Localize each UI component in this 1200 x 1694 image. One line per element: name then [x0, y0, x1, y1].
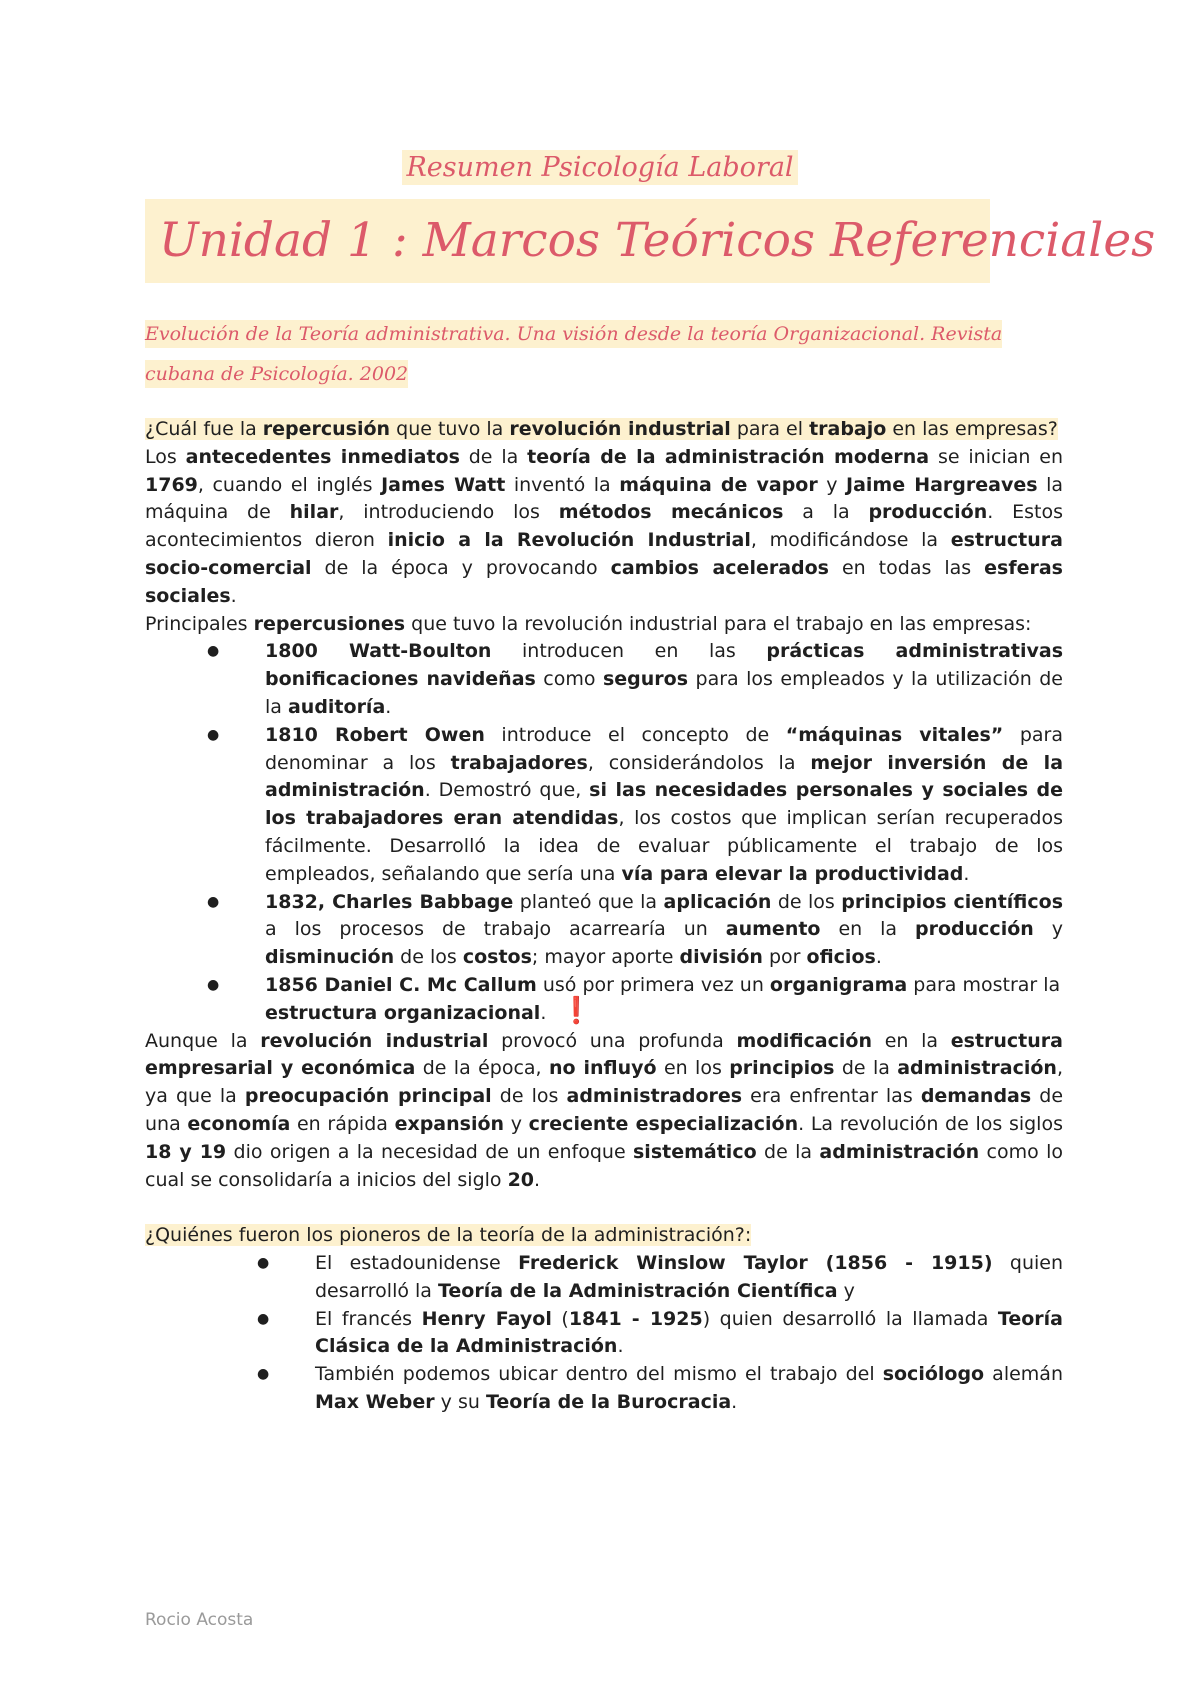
text-run: Principales — [145, 612, 254, 635]
bold-text-run: James Watt — [381, 473, 506, 496]
text-run: y su — [434, 1390, 486, 1413]
bold-text-run: preocupación principal — [244, 1085, 492, 1108]
text-run: ¿Cuál fue la — [145, 418, 263, 440]
bold-text-run: esferas sociales — [145, 556, 1063, 607]
bold-text-run: si las necesidades personales y sociales de los trabajadores eran atendidas — [265, 779, 1064, 830]
text-run: provocó una profunda — [488, 1029, 737, 1052]
text-run: como lo cual se consolidaría a inicios del siglo — [145, 1140, 1063, 1191]
bold-text-run: Henry Fayol — [421, 1307, 552, 1330]
text-run: , cuando el inglés — [197, 473, 382, 496]
list-item — [205, 722, 1063, 889]
bullet-icon: ● — [257, 1310, 270, 1327]
bold-text-run: máquina de vapor — [619, 473, 818, 496]
text-run: , modificándose la — [750, 529, 951, 552]
list-item — [205, 972, 1063, 1028]
text-run: quien desarrolló la — [315, 1251, 1063, 1302]
text-run: se inician en — [929, 445, 1063, 468]
text-run: como — [535, 668, 603, 691]
text-run: para mostrar la — [907, 973, 1061, 996]
bold-text-run: 1769 — [145, 473, 198, 496]
text-run: introduce el concepto de — [484, 723, 786, 746]
text-run: que tuvo la revolución industrial para el trabajo en las empresas: — [405, 612, 1032, 635]
bold-text-run: aumento — [725, 918, 821, 941]
list-item — [205, 889, 1063, 972]
bullet-icon: ● — [207, 726, 220, 743]
bold-text-run: principios científicos — [841, 890, 1064, 913]
bold-text-run: administradores — [566, 1085, 743, 1108]
question-1-text — [145, 418, 1058, 440]
text-run: ( — [551, 1307, 569, 1330]
spacer — [145, 1194, 1063, 1222]
text-run: y — [504, 1112, 529, 1135]
text-run: y — [1033, 918, 1063, 941]
text-run: , ya que la — [145, 1057, 1063, 1108]
text-run: ; mayor aporte — [531, 946, 680, 969]
bold-text-run: cambios acelerados — [610, 556, 829, 579]
list-item-text — [265, 889, 1063, 972]
text-run: era enfrentar las — [742, 1085, 921, 1108]
text-run: , los costos que implican serían recuperados fácilmente. Desarrolló la idea de evaluar públicamente el trabajo de los empleados, señalando que sería una — [265, 807, 1064, 885]
bold-text-run: 18 y 19 — [145, 1140, 227, 1163]
bold-text-run: repercusión — [262, 418, 391, 440]
bullet-icon: ● — [257, 1366, 270, 1383]
text-run: . — [963, 862, 970, 885]
bold-text-run: aplicación — [663, 890, 772, 913]
bold-text-run: 1810 Robert Owen — [265, 723, 485, 746]
text-run: . — [385, 695, 392, 718]
text-run: por — [762, 946, 807, 969]
bold-text-run: 1841 - 1925 — [568, 1307, 703, 1330]
text-run: que tuvo la — [390, 418, 510, 440]
bullet-icon: ● — [207, 976, 220, 993]
text-run: También podemos ubicar dentro del mismo el trabajo del — [315, 1363, 883, 1386]
document-subtitle — [145, 148, 1055, 188]
bold-text-run: disminución — [265, 946, 395, 969]
text-run: de la época, — [415, 1057, 549, 1080]
list-item-rich-text — [265, 974, 1060, 1024]
bold-text-run: administración — [819, 1140, 980, 1163]
text-run: de una — [145, 1085, 1064, 1135]
bold-text-run: estructura socio-comercial — [145, 529, 1063, 579]
reference-text: Evolución de la Teoría administrativa. Una visión desde la teoría Organizacional. Revista cubana de Psicología. 2002 — [145, 320, 1002, 388]
text-run: , introduciendo los — [338, 501, 559, 524]
bold-text-run: sociólogo — [882, 1363, 985, 1386]
text-run: de la época y provocando — [311, 556, 611, 579]
bold-text-run: demandas — [920, 1085, 1032, 1108]
text-run: alemán — [984, 1363, 1063, 1386]
bold-text-run: administración — [897, 1057, 1057, 1080]
text-run: . Estos acontecimientos dieron — [145, 501, 1063, 552]
bold-text-run: principios — [729, 1057, 835, 1080]
bold-text-run: Frederick Winslow Taylor (1856 - 1915) — [518, 1251, 993, 1274]
repercusiones-list — [145, 638, 1063, 1027]
bold-text-run: producción — [868, 501, 988, 524]
text-run: . — [731, 1390, 738, 1413]
text-run: para los empleados y la utilización de la — [265, 668, 1063, 718]
bold-text-run: Teoría de la Administración Científica — [437, 1279, 838, 1302]
bold-text-run: trabajadores — [450, 751, 588, 774]
bullet-icon: ● — [207, 893, 220, 910]
list-item — [205, 638, 1063, 721]
text-run: en la — [871, 1029, 951, 1052]
list-item — [255, 1250, 1063, 1306]
text-run: . — [534, 1168, 541, 1191]
text-run: dio origen a la necesidad de un enfoque — [226, 1140, 633, 1163]
text-run: . La revolución de los siglos — [798, 1112, 1063, 1135]
text-run: de los — [491, 1085, 567, 1108]
list-item — [255, 1306, 1063, 1362]
bold-text-run: métodos mecánicos — [558, 501, 784, 524]
paragraph-antecedentes — [145, 444, 1063, 611]
bold-text-run: oficios — [806, 946, 876, 969]
text-run: El francés — [315, 1307, 422, 1330]
text-run: de la — [459, 445, 528, 468]
list-item-text — [265, 972, 1063, 1028]
footer-author: Rocio Acosta — [145, 1610, 254, 1630]
document-title: Unidad 1 : Marcos Teóricos Referenciales — [145, 199, 990, 283]
list-item-text — [315, 1306, 1063, 1362]
bold-text-run: no influyó — [548, 1057, 657, 1080]
bold-text-run: producción — [915, 918, 1034, 941]
subtitle-text: Resumen Psicología Laboral — [402, 150, 797, 185]
text-run: a la — [783, 501, 869, 524]
list-item-text — [315, 1250, 1063, 1306]
text-run: Los — [145, 445, 186, 468]
bold-text-run: prácticas administrativas bonificaciones navideñas — [265, 640, 1064, 691]
text-run: de los — [771, 890, 842, 913]
text-run: en todas las — [829, 556, 985, 579]
bold-text-run: sistemático — [633, 1140, 757, 1163]
bold-text-run: teoría de la administración moderna — [527, 445, 930, 468]
bold-text-run: 1832, Charles Babbage — [265, 890, 514, 913]
bold-text-run: “máquinas vitales” — [785, 723, 1004, 746]
text-run: en la — [820, 918, 916, 941]
text-run: ) quien desarrolló la llamada — [702, 1307, 998, 1330]
list-item-text — [265, 722, 1063, 889]
text-run: y — [817, 473, 847, 496]
bold-text-run: trabajo — [809, 418, 887, 440]
text-run: en los — [656, 1057, 730, 1080]
bold-text-run: Teoría Clásica de la Administración — [315, 1307, 1063, 1358]
text-run: , considerándolos la — [587, 751, 811, 774]
text-run: a los procesos de trabajo acarrearía un — [265, 918, 726, 941]
bold-text-run: estructura empresarial y económica — [145, 1029, 1063, 1080]
list-item-text — [315, 1361, 1063, 1417]
bold-text-run: 1800 Watt-Boulton — [265, 640, 492, 663]
text-run: planteó que la — [513, 890, 664, 913]
bold-text-run: hilar — [289, 501, 339, 524]
bold-text-run: antecedentes inmediatos — [185, 445, 460, 468]
source-reference — [145, 314, 1065, 394]
text-run: Aunque la — [145, 1029, 261, 1052]
text-run: . — [540, 1001, 547, 1024]
bold-text-run: vía para elevar la productividad — [621, 862, 964, 885]
text-run: para el — [730, 418, 810, 440]
text-run: . — [875, 946, 882, 969]
bullet-icon: ● — [207, 643, 220, 660]
bold-text-run: organigrama — [769, 973, 908, 996]
text-run: . Demostró que, — [424, 779, 590, 802]
question-2 — [145, 1222, 1063, 1250]
bold-text-run: auditoría — [287, 695, 386, 718]
list-item — [255, 1361, 1063, 1417]
bold-text-run: revolución industrial — [260, 1029, 489, 1052]
text-run: El estadounidense — [315, 1251, 519, 1274]
bold-text-run: repercusiones — [253, 612, 406, 635]
bold-text-run: Max Weber — [315, 1390, 435, 1413]
text-run: para denominar a los — [265, 723, 1064, 774]
bold-text-run: división — [679, 946, 763, 969]
bold-text-run: 1856 Daniel C. Mc Callum — [265, 973, 537, 996]
bold-text-run: costos — [462, 946, 532, 969]
text-run: la máquina de — [145, 473, 1064, 524]
bold-text-run: Jaime Hargreaves — [846, 473, 1038, 496]
paragraph-conclusion — [145, 1028, 1063, 1195]
bold-text-run: revolución industrial — [509, 418, 731, 440]
bullet-icon: ● — [257, 1254, 270, 1271]
bold-text-run: mejor inversión de la administración — [265, 751, 1064, 802]
bold-text-run: 20 — [507, 1168, 535, 1191]
text-run: de la — [756, 1140, 820, 1163]
bold-text-run: seguros — [602, 668, 689, 691]
text-run: . — [230, 584, 237, 607]
bold-text-run: estructura organizacional — [265, 1001, 541, 1024]
exclamation-icon: ❗ — [560, 995, 593, 1026]
paragraph-repercusiones-intro — [145, 611, 1063, 639]
text-run: inventó la — [505, 473, 620, 496]
text-run: usó por primera vez un — [536, 973, 770, 996]
bold-text-run: modificación — [736, 1029, 872, 1052]
document-body — [145, 416, 1063, 1417]
pioneros-list — [145, 1250, 1063, 1417]
text-run: de los — [394, 946, 463, 969]
text-run: y — [837, 1279, 855, 1302]
text-run: de la — [834, 1057, 898, 1080]
bold-text-run: inicio a la Revolución Industrial — [387, 529, 751, 552]
bold-text-run: economía — [187, 1112, 291, 1135]
bold-text-run: creciente especialización — [528, 1112, 799, 1135]
text-run: en las empresas? — [886, 418, 1058, 440]
bold-text-run: expansión — [394, 1112, 505, 1135]
text-run: . — [617, 1335, 624, 1358]
bold-text-run: Teoría de la Burocracia — [485, 1390, 732, 1413]
question-2-text: ¿Quiénes fueron los pioneros de la teoría de la administración?: — [145, 1224, 752, 1247]
text-run: en rápida — [290, 1112, 395, 1135]
text-run: introducen en las — [491, 640, 767, 663]
list-item-text — [265, 638, 1063, 721]
question-1 — [145, 416, 1063, 444]
